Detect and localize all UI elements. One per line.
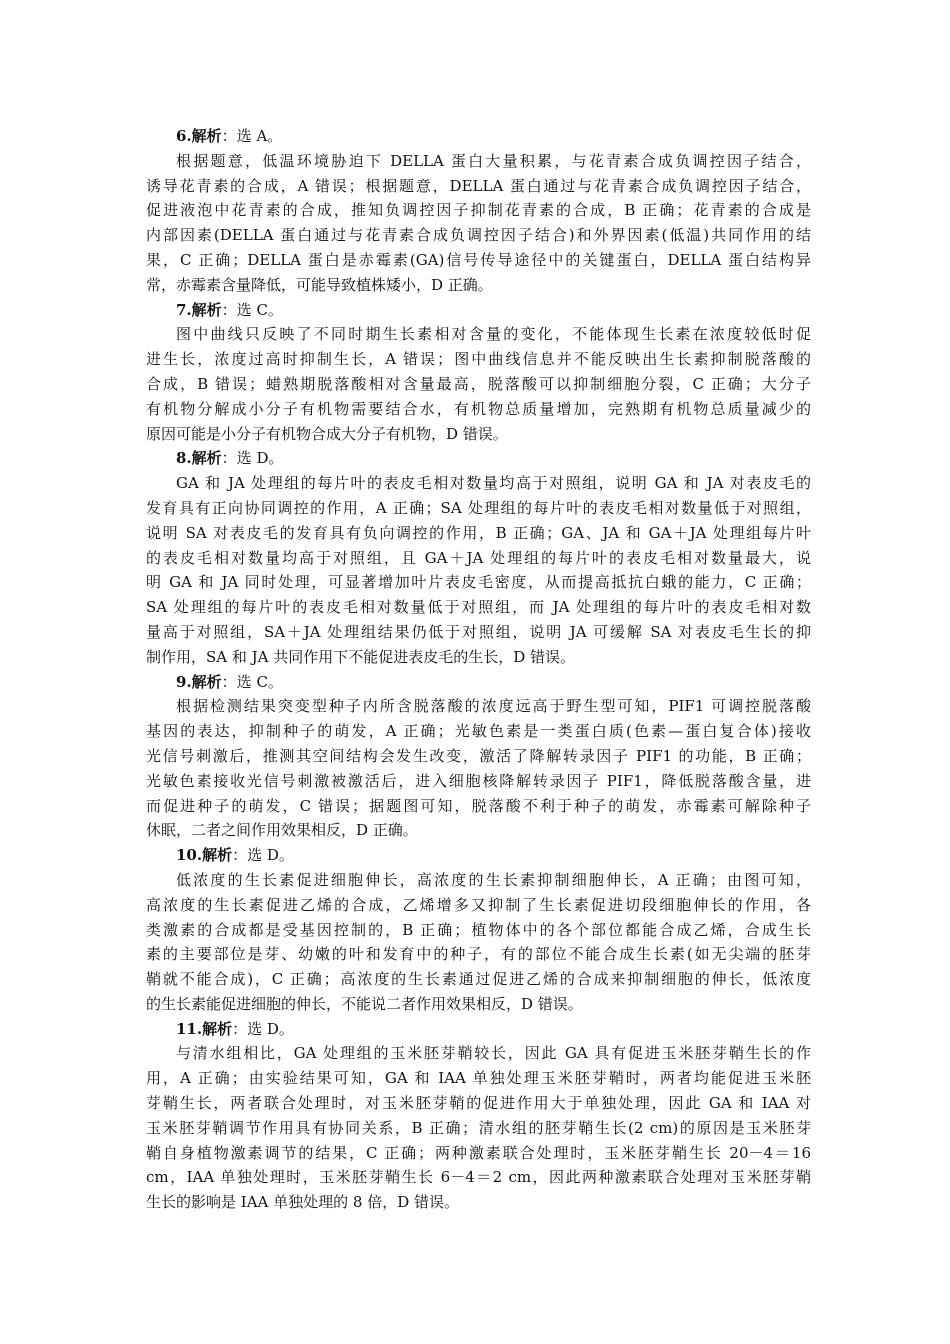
explanation-line: 的表皮毛相对数量均高于对照组，且 GA＋JA 处理组的每片叶的表皮毛相对数量最大，说 [146,548,811,567]
answer-heading [146,843,811,868]
explanation-line: 合成，B 错误；蜡熟期脱落酸相对含量最高，脱落酸可以抑制细胞分裂，C 正确；大分子 [146,374,811,393]
explanation-line: SA 处理组的每片叶的表皮毛相对数量低于对照组，而 JA 处理组的每片叶的表皮毛相对数 [146,598,811,617]
answer-choice: ：选 D。 [221,449,284,468]
explanation-line: 光敏色素接收光信号刺激被激活后，进入细胞核降解转录因子 PIF1，降低脱落酸含量，进 [146,771,811,790]
answer-heading [146,1017,811,1042]
answer-heading [146,124,811,149]
answer-choice: ：选 D。 [232,846,294,865]
explanation-line: 鞘自身植物激素调节的结果，C 正确；两种激素联合处理时，玉米胚芽鞘生长 20－4＝16 [146,1143,811,1162]
answer-choice: ：选 A。 [221,127,283,145]
explanation-line: 用，A 正确；由实验结果可知，GA 和 IAA 单独处理玉米胚芽鞘时，两者均能促进玉米胚 [146,1069,811,1088]
explanation-line: 生长的影响是 IAA 单独处理的 8 倍，D 错误。 [146,1193,460,1212]
question-label: 9.解析 [176,672,222,691]
explanation-line: 低浓度的生长素促进细胞伸长，高浓度的生长素抑制细胞伸长，A 正确；由图可知， [176,870,811,889]
explanation-line: 发育具有正向协同调控的作用，A 正确；SA 处理组的每片叶的表皮毛相对数量低于对照组， [146,498,811,517]
explanation-line: 根据检测结果突变型种子内所含脱落酸的浓度远高于野生型可知，PIF1 可调控脱落酸 [176,697,811,716]
explanation-line: 素的主要部位是芽、幼嫩的叶和发育中的种子，有的部位不能合成生长素(如无尖端的胚芽 [146,945,811,964]
question-label: 10.解析 [176,846,233,865]
answer-choice: ：选 C。 [221,672,283,691]
question-label: 7.解析 [176,300,222,319]
answer-choice: ：选 D。 [232,1019,294,1038]
explanation-line: 而促进种子的萌发，C 错误；据题图可知，脱落酸不利于种子的萌发，赤霉素可解除种子 [146,796,811,815]
question-label: 6.解析 [176,127,222,145]
answer-block [146,446,811,669]
answer-block [146,670,811,844]
answer-block [146,298,811,447]
explanation-line: 常，赤霉素含量降低，可能导致植株矮小，D 正确。 [146,275,493,294]
explanation-line: 原因可能是小分子有机物合成大分子有机物，D 错误。 [146,424,508,443]
explanation-line: 鞘就不能合成)，C 正确；高浓度的生长素通过促进乙烯的合成来抑制细胞的伸长，低浓度 [146,970,811,989]
explanation-line: 基因的表达，抑制种子的萌发，A 正确；光敏色素是一类蛋白质(色素—蛋白复合体)接收 [146,722,811,741]
question-label: 11.解析 [176,1019,233,1038]
explanation-line: 果，C 正确；DELLA 蛋白是赤霉素(GA)信号传导途径中的关键蛋白，DELLA 蛋白结构异 [146,250,811,269]
answer-heading [146,298,811,323]
explanation-line: 制作用，SA 和 JA 共同作用下不能促进表皮毛的生长，D 错误。 [146,647,576,666]
explanation-line: 进生长，浓度过高时抑制生长，A 错误；图中曲线信息并不能反映出生长素抑制脱落酸的 [146,350,811,369]
explanation-line: 高浓度的生长素促进乙烯的合成，乙烯增多又抑制了生长素促进切段细胞伸长的作用，各 [146,895,811,914]
answer-heading [146,446,811,471]
explanation-line: 芽鞘生长，两者联合处理时，对玉米胚芽鞘的促进作用大于单独处理，因此 GA 和 IAA 对 [146,1094,811,1113]
explanation-line: 图中曲线只反映了不同时期生长素相对含量的变化，不能体现生长素在浓度较低时促 [176,325,811,344]
question-label: 8.解析 [176,449,222,468]
explanation-line: cm，IAA 单独处理时，玉米胚芽鞘生长 6－4＝2 cm，因此两种激素联合处理对玉米胚芽鞘 [146,1168,811,1187]
explanation-line: 有机物分解成小分子有机物需要结合水，有机物总质量增加，完熟期有机物总质量减少的 [146,399,811,418]
explanation-line: 量高于对照组，SA＋JA 处理组结果仍低于对照组，说明 JA 可缓解 SA 对表皮毛生长的抑 [146,622,811,641]
answer-explanations [146,124,811,1215]
answer-block [146,1017,811,1215]
explanation-line: 玉米胚芽鞘调节作用具有协同关系，B 正确；清水组的胚芽鞘生长(2 cm)的原因是玉米胚芽 [146,1118,811,1137]
explanation-line: 说明 SA 对表皮毛的发育具有负向调控的作用，B 正确；GA、JA 和 GA＋JA 处理组每片叶 [146,523,811,542]
explanation-line: 内部因素(DELLA 蛋白通过与花青素合成负调控因子结合)和外界因素(低温)共同作用的结 [146,226,811,245]
explanation-line: 促进液泡中花青素的合成，推知负调控因子抑制花青素的合成，B 正确；花青素的合成是 [146,201,811,220]
answer-choice: ：选 C。 [221,300,283,319]
answer-block [146,843,811,1017]
explanation-line: 光信号刺激后，推测其空间结构会发生改变，激活了降解转录因子 PIF1 的功能，B 正确； [146,746,811,765]
explanation-line: GA 和 JA 处理组的每片叶的表皮毛相对数量均高于对照组，说明 GA 和 JA 对表皮毛的 [176,474,811,493]
explanation-line: 明 GA 和 JA 同时处理，可显著增加叶片表皮毛密度，从而提高抵抗白蛾的能力，C 正确； [146,573,811,592]
answer-heading [146,670,811,695]
explanation-line: 诱导花青素的合成，A 错误；根据题意，DELLA 蛋白通过与花青素合成负调控因子结合， [146,176,811,195]
explanation-line: 根据题意，低温环境胁迫下 DELLA 蛋白大量积累，与花青素合成负调控因子结合， [176,151,811,170]
explanation-line: 类激素的合成都是受基因控制的，B 正确；植物体中的各个部位都能合成乙烯，合成生长 [146,920,811,939]
explanation-line: 的生长素能促进细胞的伸长，不能说二者作用效果相反，D 错误。 [146,994,583,1013]
explanation-line: 休眠，二者之间作用效果相反，D 正确。 [146,821,418,840]
explanation-line: 与清水组相比，GA 处理组的玉米胚芽鞘较长，因此 GA 具有促进玉米胚芽鞘生长的作 [176,1044,811,1063]
answer-block [146,124,811,298]
